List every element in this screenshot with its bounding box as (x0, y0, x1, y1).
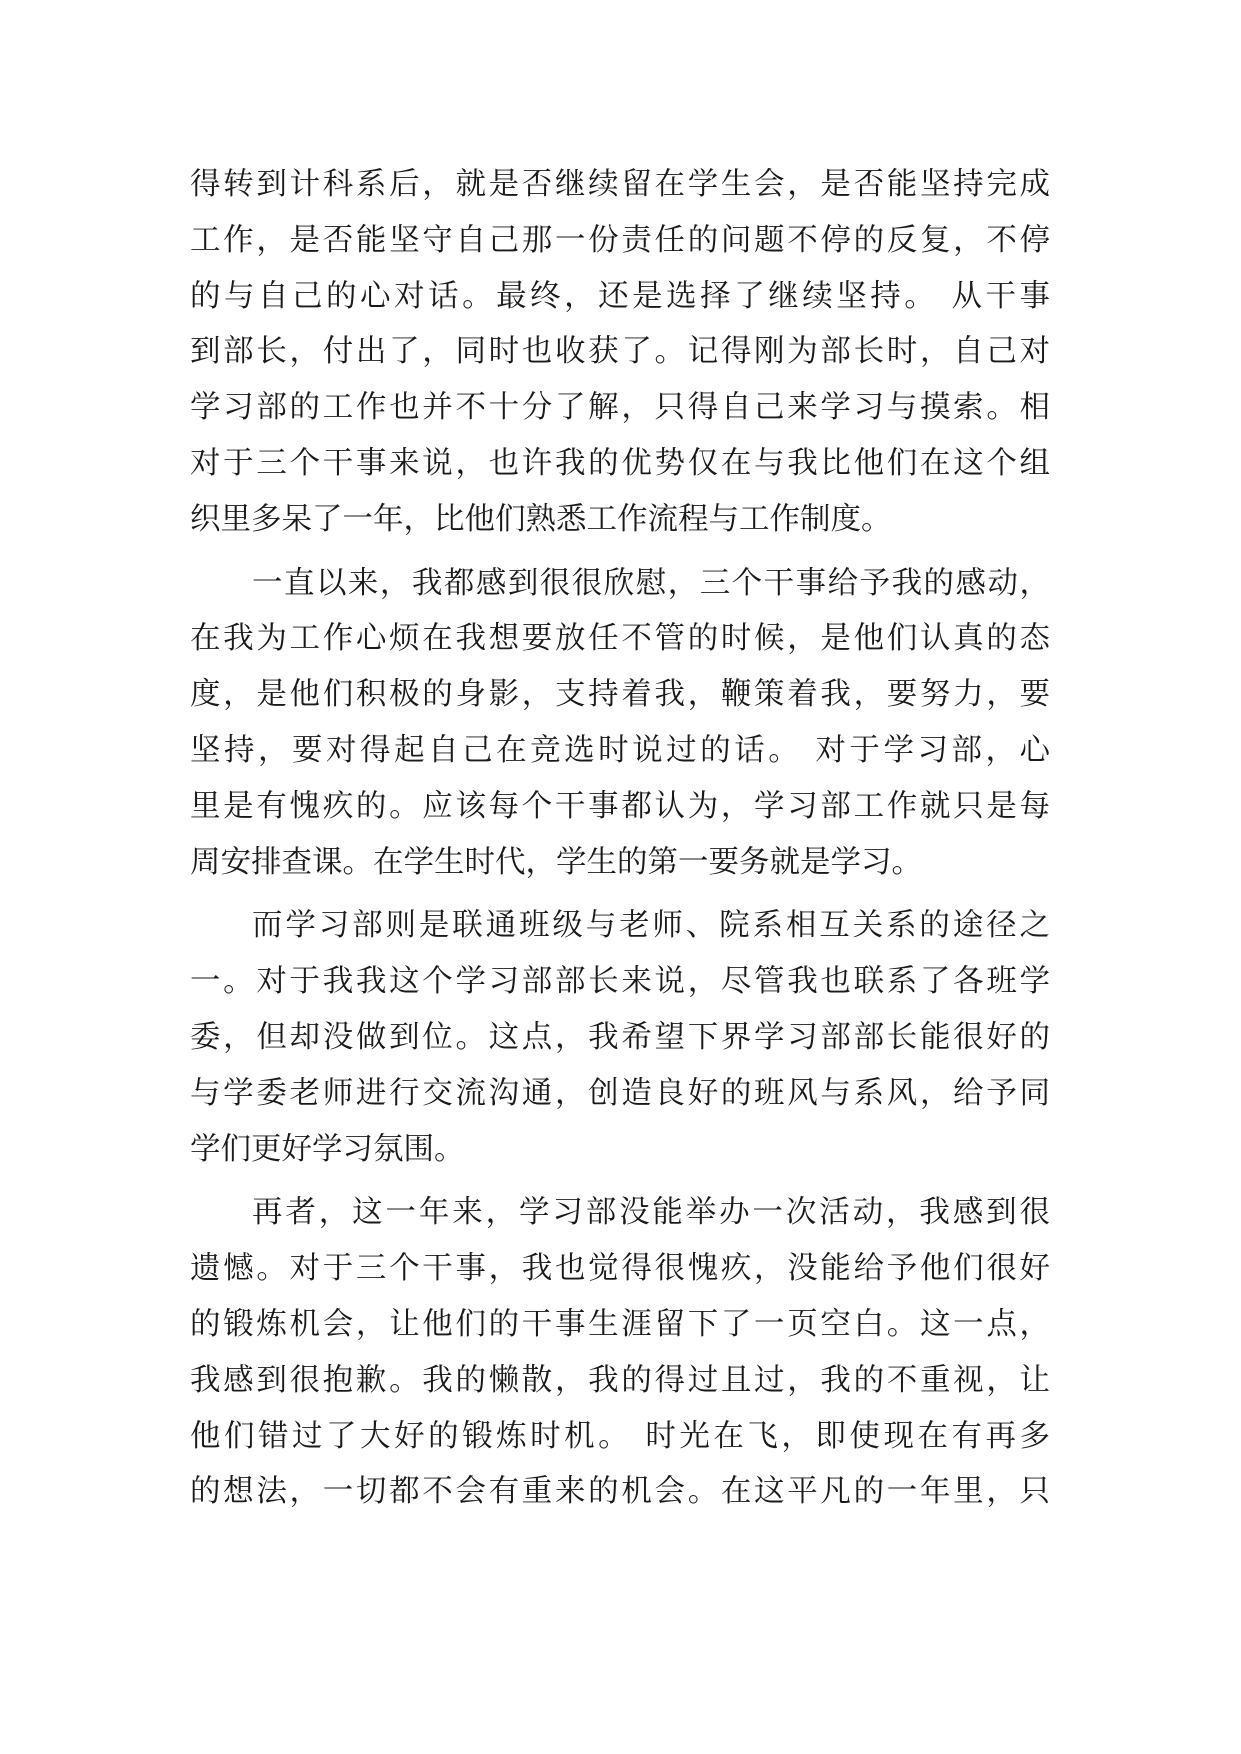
text-line: 织里多呆了一年，比他们熟悉工作流程与工作制度。 (190, 501, 892, 537)
paragraph-gap (190, 890, 1050, 898)
text-line: 工作，是否能坚守自己那一份责任的问题不停的反复，不停 (190, 222, 1050, 258)
text-line: 到部长，付出了，同时也收获了。记得刚为部长时，自己对 (190, 334, 1050, 370)
text-line: 周安排查课。在学生时代，学生的第一要务就是学习。 (190, 844, 922, 880)
paragraph (190, 157, 1050, 548)
text-line: 度，是他们积极的身影，支持着我，鞭策着我，要努力，要 (190, 677, 1050, 713)
text-line: 得转到计科系后，就是否继续留在学生会，是否能坚持完成 (190, 167, 1050, 202)
paragraph (190, 1185, 1050, 1520)
text-line: 再者，这一年来，学习部没能举办一次活动，我感到很 (252, 1195, 1050, 1231)
text-line: 遗憾。对于三个干事，我也觉得很愧疚，没能给予他们很好 (190, 1251, 1050, 1287)
text-line: 一。对于我我这个学习部部长来说，尽管我也联系了各班学 (190, 964, 1050, 1000)
text-line: 与学委老师进行交流沟通，创造良好的班风与系风，给予同 (190, 1075, 1050, 1111)
paragraph (190, 898, 1050, 1177)
text-line: 而学习部则是联通班级与老师、院系相互关系的途径之 (252, 908, 1050, 944)
text-line: 的与自己的心对话。最终，还是选择了继续坚持。 从干事 (190, 278, 1050, 314)
text-line: 的想法，一切都不会有重来的机会。在这平凡的一年里，只 (190, 1474, 1050, 1510)
paragraph-gap (190, 548, 1050, 556)
text-line: 的锻炼机会，让他们的干事生涯留下了一页空白。这一点， (190, 1306, 1050, 1342)
text-line: 里是有愧疚的。应该每个干事都认为，学习部工作就只是每 (190, 788, 1050, 824)
paragraph (190, 556, 1050, 891)
text-line: 对于三个干事来说，也许我的优势仅在与我比他们在这个组 (190, 445, 1050, 481)
text-line: 委，但却没做到位。这点，我希望下界学习部部长能很好的 (190, 1019, 1050, 1055)
text-line: 他们错过了大好的锻炼时机。 时光在飞，即使现在有再多 (190, 1418, 1050, 1454)
text-line: 学习部的工作也并不十分了解，只得自己来学习与摸索。相 (190, 390, 1050, 426)
text-line: 在我为工作心烦在我想要放任不管的时候，是他们认真的态 (190, 621, 1050, 657)
text-line: 我感到很抱歉。我的懒散，我的得过且过，我的不重视，让 (190, 1362, 1050, 1398)
text-line: 坚持，要对得起自己在竞选时说过的话。 对于学习部，心 (190, 732, 1050, 768)
document-body (190, 157, 1050, 1520)
paragraph-gap (190, 1177, 1050, 1185)
text-line: 学们更好学习氛围。 (190, 1131, 465, 1167)
text-line: 一直以来，我都感到很很欣慰，三个干事给予我的感动， (252, 565, 1050, 601)
